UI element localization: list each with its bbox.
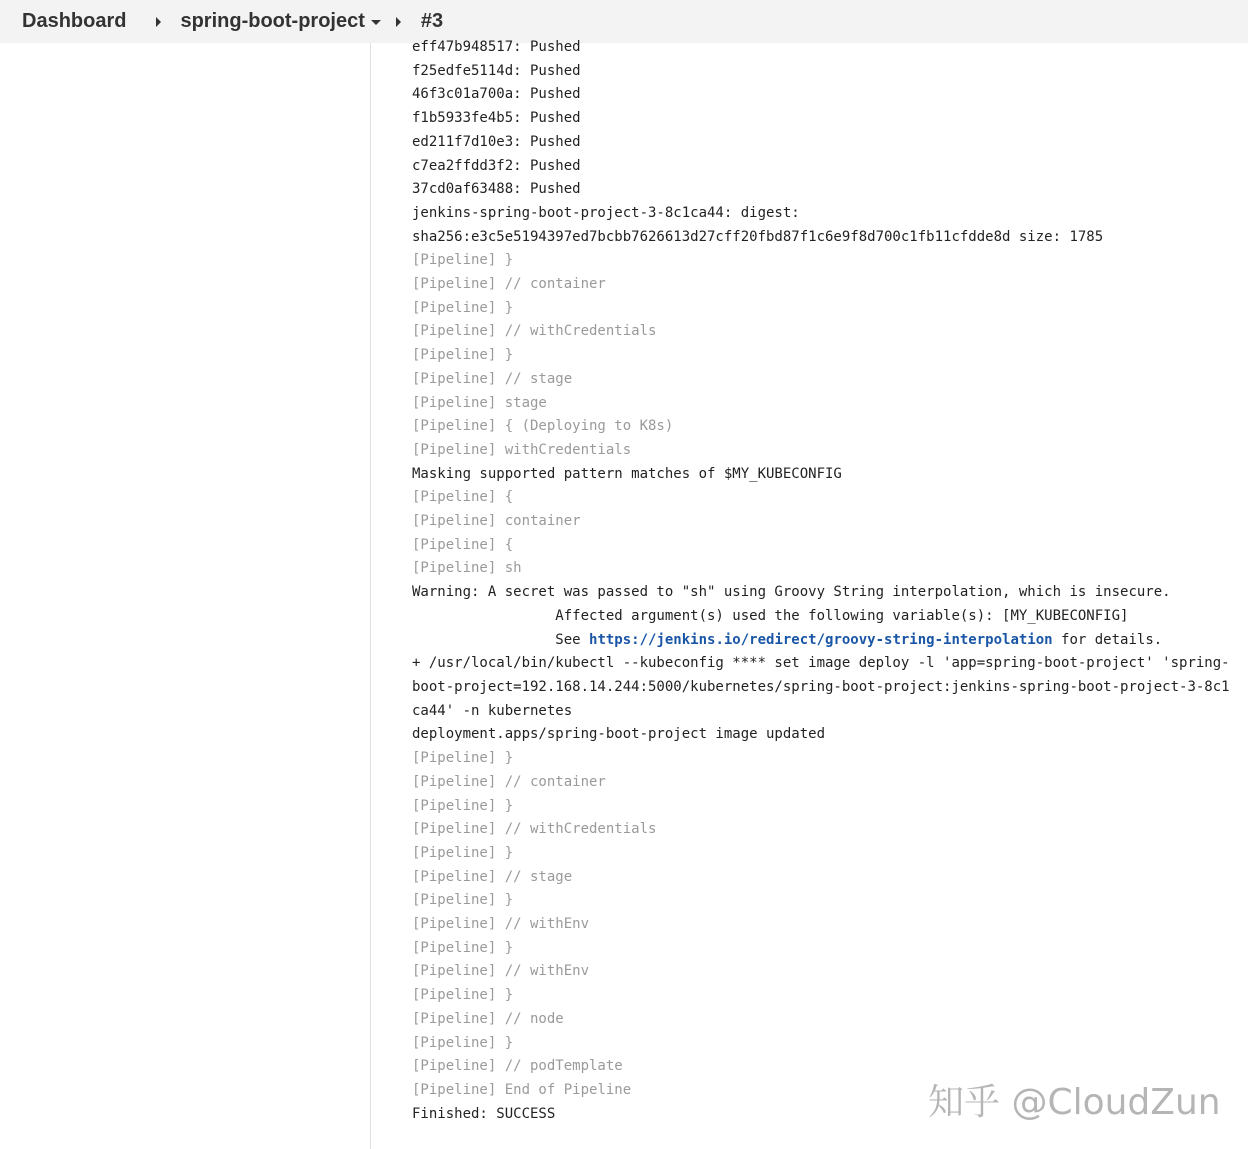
- console-line: c7ea2ffdd3f2: Pushed: [412, 157, 581, 174]
- breadcrumb-project-label[interactable]: spring-boot-project: [180, 10, 365, 32]
- pipeline-step-line: [Pipeline] // withEnv: [412, 963, 590, 980]
- console-line: + /usr/local/bin/kubectl --kubeconfig **** set image deploy -l 'app=spring-boot-project' 'spring-boot-project=192.168.14.244:5000/kubernetes/spring-boot-project:jenkins-spring-boot-project-3-8c1ca44' -n kubernetes: [412, 655, 1230, 719]
- pipeline-step-line: [Pipeline] // withEnv: [412, 916, 590, 933]
- console-line: Warning: A secret was passed to "sh" using Groovy String interpolation, which is insecure.: [412, 584, 1171, 601]
- pipeline-step-line: [Pipeline] }: [412, 1034, 514, 1051]
- breadcrumb-build-label[interactable]: #3: [420, 10, 444, 32]
- pipeline-step-line: [Pipeline] { (Deploying to K8s): [412, 418, 674, 435]
- pipeline-step-line: [Pipeline] {: [412, 536, 514, 553]
- pipeline-step-line: [Pipeline] }: [412, 939, 514, 956]
- console-line: f25edfe5114d: Pushed: [412, 62, 581, 79]
- watermark: 知乎 @CloudZun: [928, 1082, 1221, 1123]
- console-line: ed211f7d10e3: Pushed: [412, 133, 581, 150]
- pipeline-step-line: [Pipeline] // stage: [412, 370, 573, 387]
- breadcrumb-dashboard[interactable]: [22, 10, 126, 33]
- console-text: See: [412, 631, 590, 648]
- pipeline-step-line: [Pipeline] }: [412, 987, 514, 1004]
- pipeline-step-line: [Pipeline] {: [412, 489, 514, 506]
- console-line: deployment.apps/spring-boot-project image updated: [412, 726, 826, 743]
- chevron-right-icon: [396, 17, 401, 27]
- pipeline-step-line: [Pipeline] }: [412, 844, 514, 861]
- chevron-down-icon[interactable]: [371, 20, 381, 25]
- side-panel: [0, 43, 371, 1149]
- console-line: 46f3c01a700a: Pushed: [412, 86, 581, 103]
- pipeline-step-line: [Pipeline] // node: [412, 1010, 564, 1027]
- pipeline-step-line: [Pipeline] sh: [412, 560, 522, 577]
- pipeline-step-line: [Pipeline] }: [412, 797, 514, 814]
- console-line: [412, 629, 1232, 653]
- console-line: eff47b948517: Pushed: [412, 39, 581, 55]
- pipeline-step-line: [Pipeline] // podTemplate: [412, 1058, 623, 1075]
- pipeline-step-line: [Pipeline] // withCredentials: [412, 323, 657, 340]
- pipeline-step-line: [Pipeline] // withCredentials: [412, 821, 657, 838]
- console-line: Masking supported pattern matches of $MY_KUBECONFIG: [412, 465, 842, 482]
- pipeline-step-line: [Pipeline] }: [412, 252, 514, 269]
- pipeline-step-line: [Pipeline] }: [412, 347, 514, 364]
- breadcrumb-build[interactable]: [421, 10, 443, 33]
- pipeline-step-line: [Pipeline] // container: [412, 773, 606, 790]
- pipeline-step-line: [Pipeline] stage: [412, 394, 547, 411]
- console-line: Finished: SUCCESS: [412, 1105, 556, 1122]
- console-text: for details.: [1052, 631, 1163, 648]
- console-output: [412, 36, 1232, 1126]
- pipeline-step-line: [Pipeline] }: [412, 299, 514, 316]
- breadcrumb-dashboard-label[interactable]: Dashboard: [22, 10, 127, 32]
- pipeline-step-line: [Pipeline] container: [412, 513, 581, 530]
- pipeline-step-line: [Pipeline] withCredentials: [412, 441, 632, 458]
- pipeline-step-line: [Pipeline] // stage: [412, 868, 573, 885]
- console-line: sha256:e3c5e5194397ed7bcbb7626613d27cff20fbd87f1c6e9f8d700c1fb11cfdde8d size: 1785: [412, 228, 1104, 245]
- pipeline-step-line: [Pipeline] End of Pipeline: [412, 1081, 632, 1098]
- console-line: f1b5933fe4b5: Pushed: [412, 110, 581, 127]
- pipeline-step-line: [Pipeline] }: [412, 750, 514, 767]
- docs-link[interactable]: https://jenkins.io/redirect/groovy-string-interpolation: [589, 631, 1053, 648]
- breadcrumb-project[interactable]: [180, 10, 380, 33]
- chevron-right-icon: [156, 17, 161, 27]
- pipeline-step-line: [Pipeline] // container: [412, 276, 606, 293]
- console-line: jenkins-spring-boot-project-3-8c1ca44: digest:: [412, 204, 800, 221]
- console-line: 37cd0af63488: Pushed: [412, 181, 581, 198]
- pipeline-step-line: [Pipeline] }: [412, 892, 514, 909]
- console-line: Affected argument(s) used the following variable(s): [MY_KUBECONFIG]: [412, 607, 1129, 624]
